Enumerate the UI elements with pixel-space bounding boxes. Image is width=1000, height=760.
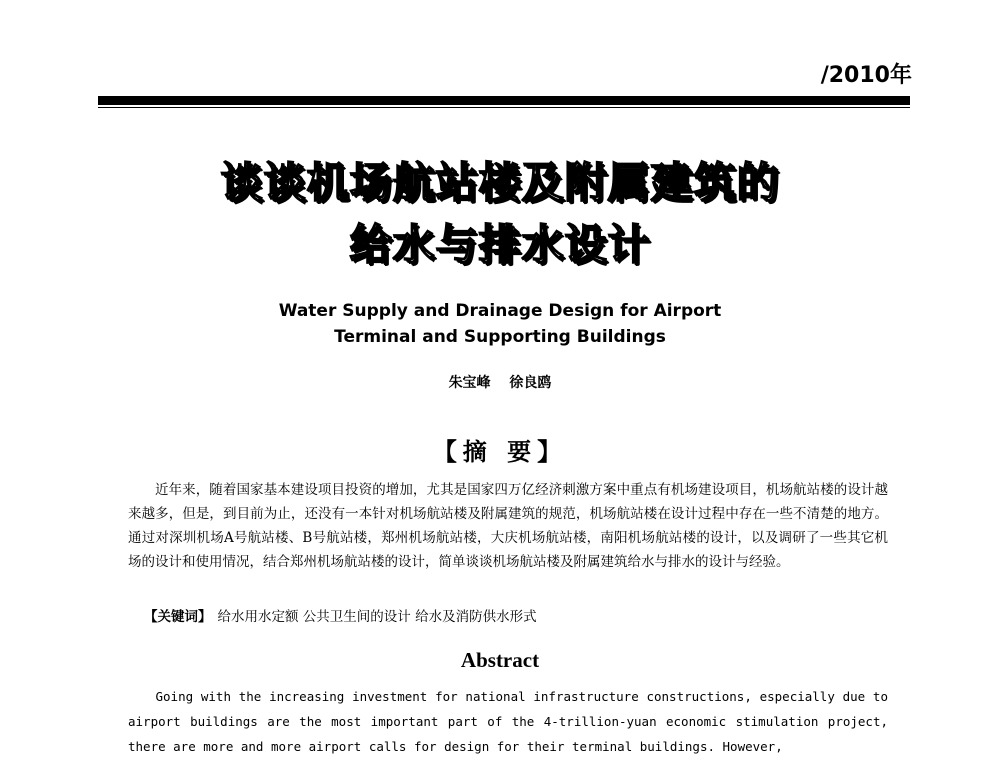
title-cn-line2: 给水与排水设计 [349, 220, 651, 269]
abstract-en-text: Going with the increasing investment for national infrastructure constructions, especially due to airport buildings are the most important part of the 4-trillion-yuan economic stimulation project, there are more and more airport calls for design for their terminal buildings. However, [128, 689, 888, 754]
header-year: /2010年 [820, 63, 912, 88]
title-en-line1: Water Supply and Drainage Design for Airport [278, 301, 722, 321]
keywords [144, 606, 537, 628]
keywords-label: 【关键词】 [144, 609, 212, 625]
abstract-en-heading: Abstract [460, 648, 540, 672]
keywords-text: 给水用水定额 公共卫生间的设计 给水及消防供水形式 [217, 609, 537, 625]
abstract-cn-text: 近年来，随着国家基本建设项目投资的增加，尤其是国家四万亿经济刺激方案中重点有机场建设项目，机场航站楼的设计越来越多，但是，到目前为止，还没有一本针对机场航站楼及附属建筑的规范，机场航站楼在设计过程中存在一些不清楚的地方。通过对深圳机场A号航站楼、B号航站楼，郑州机场航站楼，大庆机场航站楼，南阳机场航站楼的设计，以及调研了一些其它机场的设计和使用情况，结合郑州机场航站楼的设计，简单谈谈机场航站楼及附属建筑给水与排水的设计与经验。 [128, 482, 888, 570]
authors: 朱宝峰 徐良鸥 [448, 375, 552, 391]
title-en-line2: Terminal and Supporting Buildings [334, 327, 666, 347]
abstract-cn-heading: 【摘 要】 [432, 438, 568, 466]
header-rule [98, 96, 910, 105]
title-cn-line1: 谈谈机场航站楼及附属建筑的 [220, 158, 780, 207]
